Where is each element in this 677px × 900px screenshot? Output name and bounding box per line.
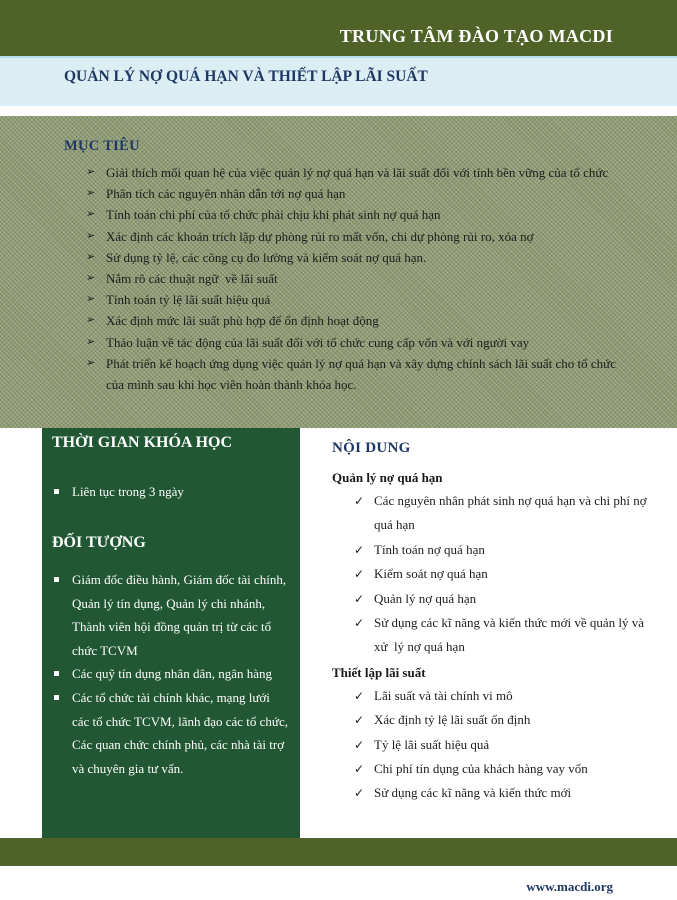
arrow-bullet-icon: ➢ — [86, 208, 96, 221]
duration-heading: THỜI GIAN KHÓA HỌC — [52, 434, 233, 451]
checkmark-icon: ✓ — [354, 762, 365, 777]
list-item: ✓ Các nguyên nhân phát sinh nợ quá hạn và chi phí nợ quá hạn — [332, 489, 652, 538]
list-item: ✓ Tính toán nợ quá hạn — [332, 538, 652, 562]
checkmark-icon: ✓ — [354, 494, 365, 508]
list-item: Giám đốc điều hành, Giám đốc tài chính, Quản lý tín dụng, Quản lý chi nhánh, Thành viên hội đồng quản trị từ các tổ chức TCVM — [54, 568, 290, 662]
checkmark-icon: ✓ — [354, 616, 365, 631]
list-item: ➢ Sử dụng tỷ lệ, các công cụ đo lường và kiểm soát nợ quá hạn. — [86, 247, 616, 268]
left-panel — [42, 428, 300, 838]
square-bullet-icon — [54, 671, 59, 676]
list-item: ✓ Quản lý nợ quá hạn — [332, 587, 652, 611]
list-item: ➢ Tính toán chi phí của tổ chức phải chịu khi phát sinh nợ quá hạn — [86, 204, 616, 225]
arrow-bullet-icon: ➢ — [86, 356, 96, 369]
list-item: ➢ Nắm rõ các thuật ngữ về lãi suất — [86, 268, 616, 289]
arrow-bullet-icon: ➢ — [86, 314, 96, 327]
audience-heading: ĐỐI TƯỢNG — [52, 534, 146, 551]
list-item: ➢ Giải thích mối quan hệ của việc quản lý nợ quá hạn và lãi suất đối với tính bền vững của tổ chức — [86, 162, 616, 183]
arrow-bullet-icon: ➢ — [86, 187, 96, 200]
list-item: ✓ Xác định tỷ lệ lãi suất ổn định — [332, 708, 652, 732]
checkmark-icon: ✓ — [354, 786, 365, 801]
list-item: ➢ Phát triển kế hoạch ứng dụng việc quản lý nợ quá hạn và xây dựng chính sách lãi suất cho tổ chức của mình sau khi học viên hoàn thành khóa học. — [86, 353, 616, 395]
list-item: Các quỹ tín dụng nhân dân, ngân hàng — [54, 662, 290, 686]
objectives-heading: MỤC TIÊU — [64, 138, 140, 154]
duration-list — [54, 480, 290, 504]
list-item: ✓ Sử dụng các kĩ năng và kiến thức mới — [332, 781, 652, 805]
square-bullet-icon — [54, 489, 59, 494]
audience-list — [54, 568, 290, 780]
list-item: ➢ Xác định mức lãi suất phù hợp để ổn định hoạt động — [86, 310, 616, 331]
arrow-bullet-icon: ➢ — [86, 272, 96, 285]
checkmark-icon: ✓ — [354, 542, 365, 557]
list-item: Liên tục trong 3 ngày — [54, 480, 290, 504]
section-title: Quản lý nợ quá hạn — [332, 470, 443, 485]
list-item: ✓ Lãi suất và tài chính vi mô — [332, 684, 652, 708]
org-name: TRUNG TÂM ĐÀO TẠO MACDI — [339, 26, 613, 46]
square-bullet-icon — [54, 577, 59, 582]
section-list — [332, 684, 652, 806]
website-link[interactable]: www.macdi.org — [526, 879, 613, 894]
list-item: ➢ Xác định các khoản trích lập dự phòng rủi ro mất vốn, chi dự phòng rủi ro, xóa nợ — [86, 226, 616, 247]
list-item: ✓ Kiểm soát nợ quá hạn — [332, 562, 652, 586]
list-item: ✓ Chi phí tín dụng của khách hàng vay vốn — [332, 757, 652, 781]
arrow-bullet-icon: ➢ — [86, 293, 96, 306]
content-heading: NỘI DUNG — [332, 440, 411, 456]
section-title: Thiết lập lãi suất — [332, 664, 426, 680]
arrow-bullet-icon: ➢ — [86, 229, 96, 242]
arrow-bullet-icon: ➢ — [86, 335, 96, 348]
list-item: ➢ Phân tích các nguyên nhân dẫn tới nợ quá hạn — [86, 183, 616, 204]
objectives-list — [86, 162, 616, 395]
list-item: ➢ Tính toán tỷ lệ lãi suất hiệu quả — [86, 289, 616, 310]
footer-band — [0, 838, 677, 866]
checkmark-icon: ✓ — [354, 591, 365, 606]
checkmark-icon: ✓ — [354, 737, 365, 752]
page-title: QUẢN LÝ NỢ QUÁ HẠN VÀ THIẾT LẬP LÃI SUẤT — [64, 68, 428, 85]
arrow-bullet-icon: ➢ — [86, 250, 96, 263]
list-item: ✓ Tỷ lệ lãi suất hiệu quả — [332, 733, 652, 757]
checkmark-icon: ✓ — [354, 688, 365, 703]
list-item: ➢ Thảo luận về tác động của lãi suất đối với tổ chức cung cấp vốn và với người vay — [86, 332, 616, 353]
list-item: ✓ Sử dụng các kĩ năng và kiến thức mới về quản lý và xử lý nợ quá hạn — [332, 611, 652, 660]
arrow-bullet-icon: ➢ — [86, 166, 96, 178]
checkmark-icon: ✓ — [354, 713, 365, 728]
checkmark-icon: ✓ — [354, 567, 365, 582]
section-list — [332, 489, 652, 660]
content-column — [332, 440, 652, 808]
list-item: Các tổ chức tài chính khác, mạng lưới các tổ chức TCVM, lãnh đạo các tổ chức, Các quan chức chính phủ, các nhà tài trợ và chuyên gia tư vấn. — [54, 686, 290, 780]
square-bullet-icon — [54, 695, 59, 700]
